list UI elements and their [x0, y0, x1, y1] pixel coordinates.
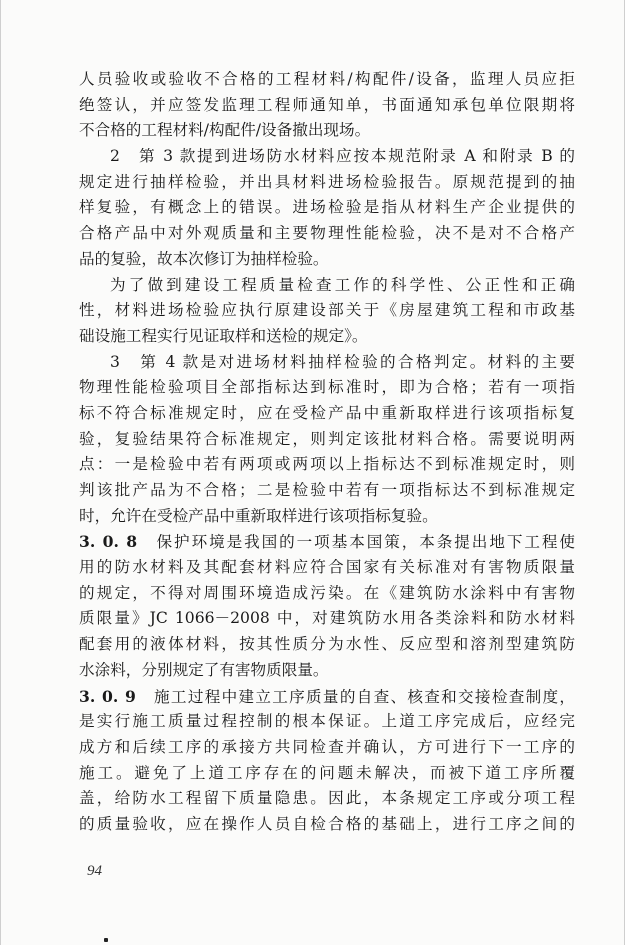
text-line	[79, 529, 575, 555]
line-text: 不合格的工程材料/构配件/设备撤出现场。	[79, 121, 371, 140]
text-line	[79, 555, 575, 581]
text-line	[79, 118, 575, 144]
line-text: 3 第 4 款是对进场材料抽样检验的合格判定。材料的主要	[110, 352, 575, 371]
line-text: 是实行施工质量过程控制的根本保证。上道工序完成后，应经完	[79, 712, 575, 731]
page-number: 94	[87, 863, 102, 879]
text-line	[79, 427, 575, 453]
text-line	[79, 684, 575, 710]
text-line	[79, 761, 575, 787]
line-text: 质限量》JC 1066－2008 中，对建筑防水用各类涂料和防水材料	[79, 609, 575, 628]
text-line	[79, 247, 575, 273]
line-text: 时，允许在受检产品中重新取样进行该项指标复验。	[79, 506, 438, 525]
text-line	[79, 350, 575, 376]
text-line	[79, 324, 575, 350]
line-text: 绝签认，并应签发监理工程师通知单，书面通知承包单位限期将	[79, 95, 575, 114]
line-text: 判该批产品为不合格；二是检验中若有一项指标达不到标准规定	[79, 481, 575, 499]
line-text: 的质量验收，应在操作人员自检合格的基础上，进行工序之间的	[79, 814, 575, 833]
text-line	[79, 452, 575, 478]
text-line	[79, 298, 575, 324]
text-line	[79, 195, 575, 221]
text-line	[79, 504, 575, 530]
text-line	[79, 735, 575, 761]
line-text: 合格产品中对外观质量和主要物理性能检验，决不是对不合格产	[79, 224, 575, 243]
line-text: 性，材料进场检验应执行原建设部关于《房屋建筑工程和市政基	[79, 301, 575, 320]
text-line	[79, 93, 575, 119]
text-line	[79, 632, 575, 658]
line-text: 础设施工程实行见证取样和送检的规定》。	[79, 326, 368, 345]
text-line	[79, 170, 575, 196]
line-text: 验，复验结果符合标准规定，则判定该批材料合格。需要说明两	[79, 429, 575, 448]
body-text	[79, 67, 575, 838]
text-line	[79, 812, 575, 838]
text-line	[79, 581, 575, 607]
line-text: 物理性能检验项目全部指标达到标准时，即为合格；若有一项指	[79, 378, 575, 397]
line-text: 用的防水材料及其配套材料应符合国家有关标准对有害物质限量	[79, 558, 575, 577]
text-line	[79, 273, 575, 299]
line-text: 的规定，不得对周围环境造成污染。在《建筑防水涂料中有害物	[79, 583, 575, 602]
line-text: 施工过程中建立工序质量的自查、核查和交接检查制度，	[135, 687, 575, 706]
line-text: 点：一是检验中若有两项或两项以上指标达不到标准规定时，则	[79, 455, 575, 474]
scan-speck	[104, 938, 108, 942]
text-line	[79, 709, 575, 735]
text-line	[79, 478, 575, 504]
line-text: 为了做到建设工程质量检查工作的科学性、公正性和正确	[110, 275, 575, 294]
text-line	[79, 221, 575, 247]
text-line	[79, 401, 575, 427]
line-text: 配套用的液体材料，按其性质分为水性、反应型和溶剂型建筑防	[79, 635, 575, 654]
line-text: 标不符合标准规定时，应在受检产品中重新取样进行该项指标复	[79, 403, 575, 422]
line-text: 成方和后续工序的承接方共同检查并确认，方可进行下一工序的	[79, 737, 575, 756]
text-line	[79, 658, 575, 684]
line-text: 规定进行抽样检验，并出具材料进场检验报告。原规范提到的抽	[79, 172, 575, 191]
text-line	[79, 144, 575, 170]
line-text: 保护环境是我国的一项基本国策，本条提出地下工程使	[137, 533, 575, 552]
section-number: 3. 0. 9	[79, 686, 136, 706]
text-line	[79, 67, 575, 93]
line-text: 施工。避免了上道工序存在的问题未解决，而被下道工序所覆	[79, 763, 575, 782]
text-line	[79, 786, 575, 812]
line-text: 人员验收或验收不合格的工程材料/构配件/设备，监理人员应拒	[79, 70, 575, 88]
line-text: 品的复验，故本次修订为抽样检验。	[79, 249, 329, 268]
text-line	[79, 606, 575, 632]
line-text: 水涂料，分别规定了有害物质限量。	[79, 660, 329, 679]
line-text: 盖，给防水工程留下质量隐患。因此，本条规定工序或分项工程	[79, 789, 575, 808]
text-line	[79, 375, 575, 401]
line-text: 样复验，有概念上的错误。进场检验是指从材料生产企业提供的	[79, 198, 575, 217]
section-number: 3. 0. 8	[79, 532, 138, 552]
line-text: 2 第 3 款提到进场防水材料应按本规范附录 A 和附录 B 的	[110, 147, 575, 166]
